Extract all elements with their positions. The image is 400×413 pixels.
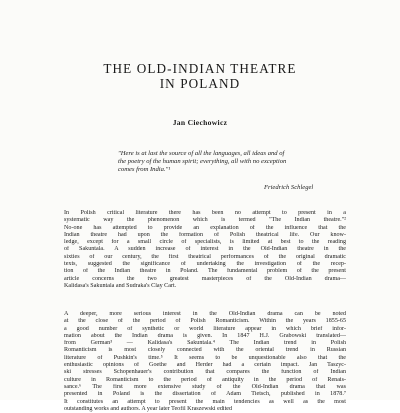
paragraph-line: literature of Pushkin's time.⁵ It seems to be unquestionable also that the [64,354,346,361]
epigraph-line: the poetry of the human spirit; everything, all with no exception [118,158,287,165]
paragraph-line: It constitutes an attempt to present the main tendencies as well as the most [64,398,346,405]
body-paragraph-1 [64,210,346,290]
paragraph-line: outstanding works and authors. A year later Teofil Kraszewski edited [64,405,233,412]
article-title [0,61,400,91]
paragraph-line: No-one has attempted to provide an explanation of the influence that the [64,224,346,231]
paragraph-line: Romanticism is most closely connected with the oriental trend in Russian [64,347,346,354]
paragraph-line: systematic way the phenomenon which is termed "The Indian theatre."² [64,217,346,224]
paragraph-line: article concerns the two greatest masterpieces of the Old-Indian drama— [64,275,346,282]
paragraph-line: texts, suggested the significance of undertaking the investigation of the recep- [64,261,346,268]
paragraph-line: from German³ — Kalidasa's Śakuntala.⁴ The Indian trend in Polish [64,340,346,347]
paragraph-line: enthusiastic opinions of Goethe and Herder had a certain impact. Jan Taszyc- [64,362,346,369]
paragraph-line: Kalidasa's Śakuntala and Sudraka's Clay Cart. [64,282,177,289]
paragraph-line: a good number of synthetic or world literature appear in which brief infor- [64,325,346,332]
paragraph-line: tion of the Indian theatre in Poland. The fundamental problem of the present [64,268,346,275]
paragraph-line: Indian theatre had upon the formation of Polish theatrical life. Our know- [64,231,346,238]
paragraph-line: In Polish critical literature there has been no attempt to present in a [64,210,346,216]
paragraph-line: ledge, except for a small circle of specialists, is limited at best to the reading [64,239,346,246]
paragraph-line: ski stresses Schopenhauer's contribution that compares the function of Indian [64,369,346,376]
article-title-line-2: IN POLAND [159,75,241,91]
article-author: Jan Ciechowicz [172,118,228,127]
paragraph-line: presented in Poland is the dissertation of Adam Tietsch, published in 1878.⁷ [64,391,346,398]
epigraph-quote [118,150,346,174]
paragraph-line: A deeper, more serious interest in the Old-Indian drama can be noted [64,311,346,317]
body-paragraph-2 [64,311,346,413]
paragraph-line: mation about the Indian drama is given. In 1847 H.J. Grabowski translated— [64,332,346,339]
paragraph-line: at the close of the period of Polish Romanticism. Within the years 1855-65 [64,318,346,325]
epigraph-line: "Here is at last the source of all the languages, all ideas and of [118,150,285,157]
paragraph-line: sixties of our century, the first theatrical performances of the original dramatic [64,253,346,260]
article-title-line-1: THE OLD-INDIAN THEATRE [103,60,297,76]
epigraph-line: comes from India."¹ [118,166,171,173]
paragraph-line: of Śakuntala. A sudden increase of interest in the Old-Indian theatre in the [64,246,346,253]
epigraph-attribution: Friedrich Schlegel [264,184,314,191]
paragraph-line: culture in Romanticism to the period of antiquity in the period of Renais- [64,376,346,383]
paragraph-line: sance.⁶ The first more extensive study of the Old-Indian drama that was [64,383,346,390]
